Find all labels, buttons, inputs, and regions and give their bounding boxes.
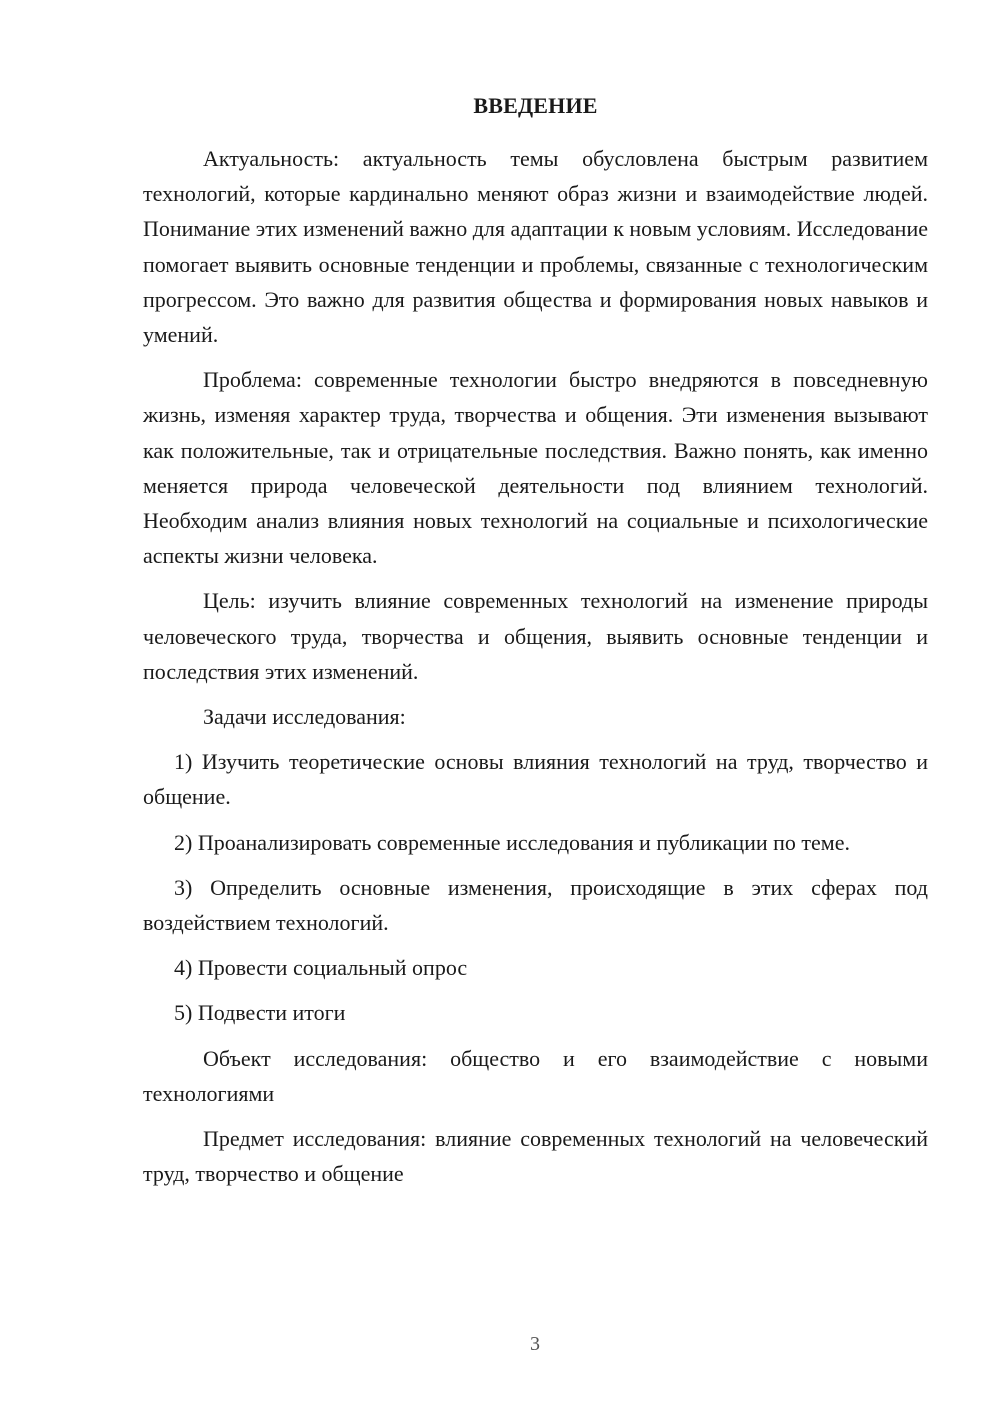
problem-paragraph: Проблема: современные технологии быстро внедряются в повседневную жизнь, изменяя характер труда, творчества и общения. Эти изменения вызывают как положительные, так и отрицательные последствия. Важно понять, как именно меняется природа человеческой деятельности под влиянием технологий. Необходим анализ влияния новых технологий на социальные и психологические аспекты жизни человека. xyxy=(143,367,928,569)
object-paragraph: Объект исследования: общество и его взаимодействие с новыми технологиями xyxy=(143,1045,928,1106)
section-heading: ВВЕДЕНИЕ xyxy=(473,93,598,118)
page-number: 3 xyxy=(530,1333,540,1355)
task-item-1: 1) Изучить теоретические основы влияния технологий на труд, творчество и общение. xyxy=(143,749,928,810)
task-item-4: 4) Провести социальный опрос xyxy=(174,955,468,981)
task-item-3: 3) Определить основные изменения, происходящие в этих сферах под воздействием технологий. xyxy=(143,874,928,936)
document-page xyxy=(143,88,928,1191)
task-item-5: 5) Подвести итоги xyxy=(174,1000,346,1026)
goal-paragraph: Цель: изучить влияние современных технологий на изменение природы человеческого труда, творчества и общения, выявить основные тенденции и последствия этих изменений. xyxy=(143,588,928,684)
tasks-heading: Задачи исследования: xyxy=(203,704,406,730)
subject-paragraph: Предмет исследования: влияние современных технологий на человеческий труд, творчество и общение xyxy=(143,1126,928,1187)
relevance-paragraph: Актуальность: актуальность темы обусловлена быстрым развитием технологий, которые кардинально меняют образ жизни и взаимодействие людей. Понимание этих изменений важно для адаптации к новым условиям. Исследование помогает выявить основные тенденции и проблемы, связанные с технологическим прогрессом. Это важно для развития общества и формирования новых навыков и умений. xyxy=(143,146,928,348)
task-item-2: 2) Проанализировать современные исследования и публикации по теме. xyxy=(174,829,850,855)
